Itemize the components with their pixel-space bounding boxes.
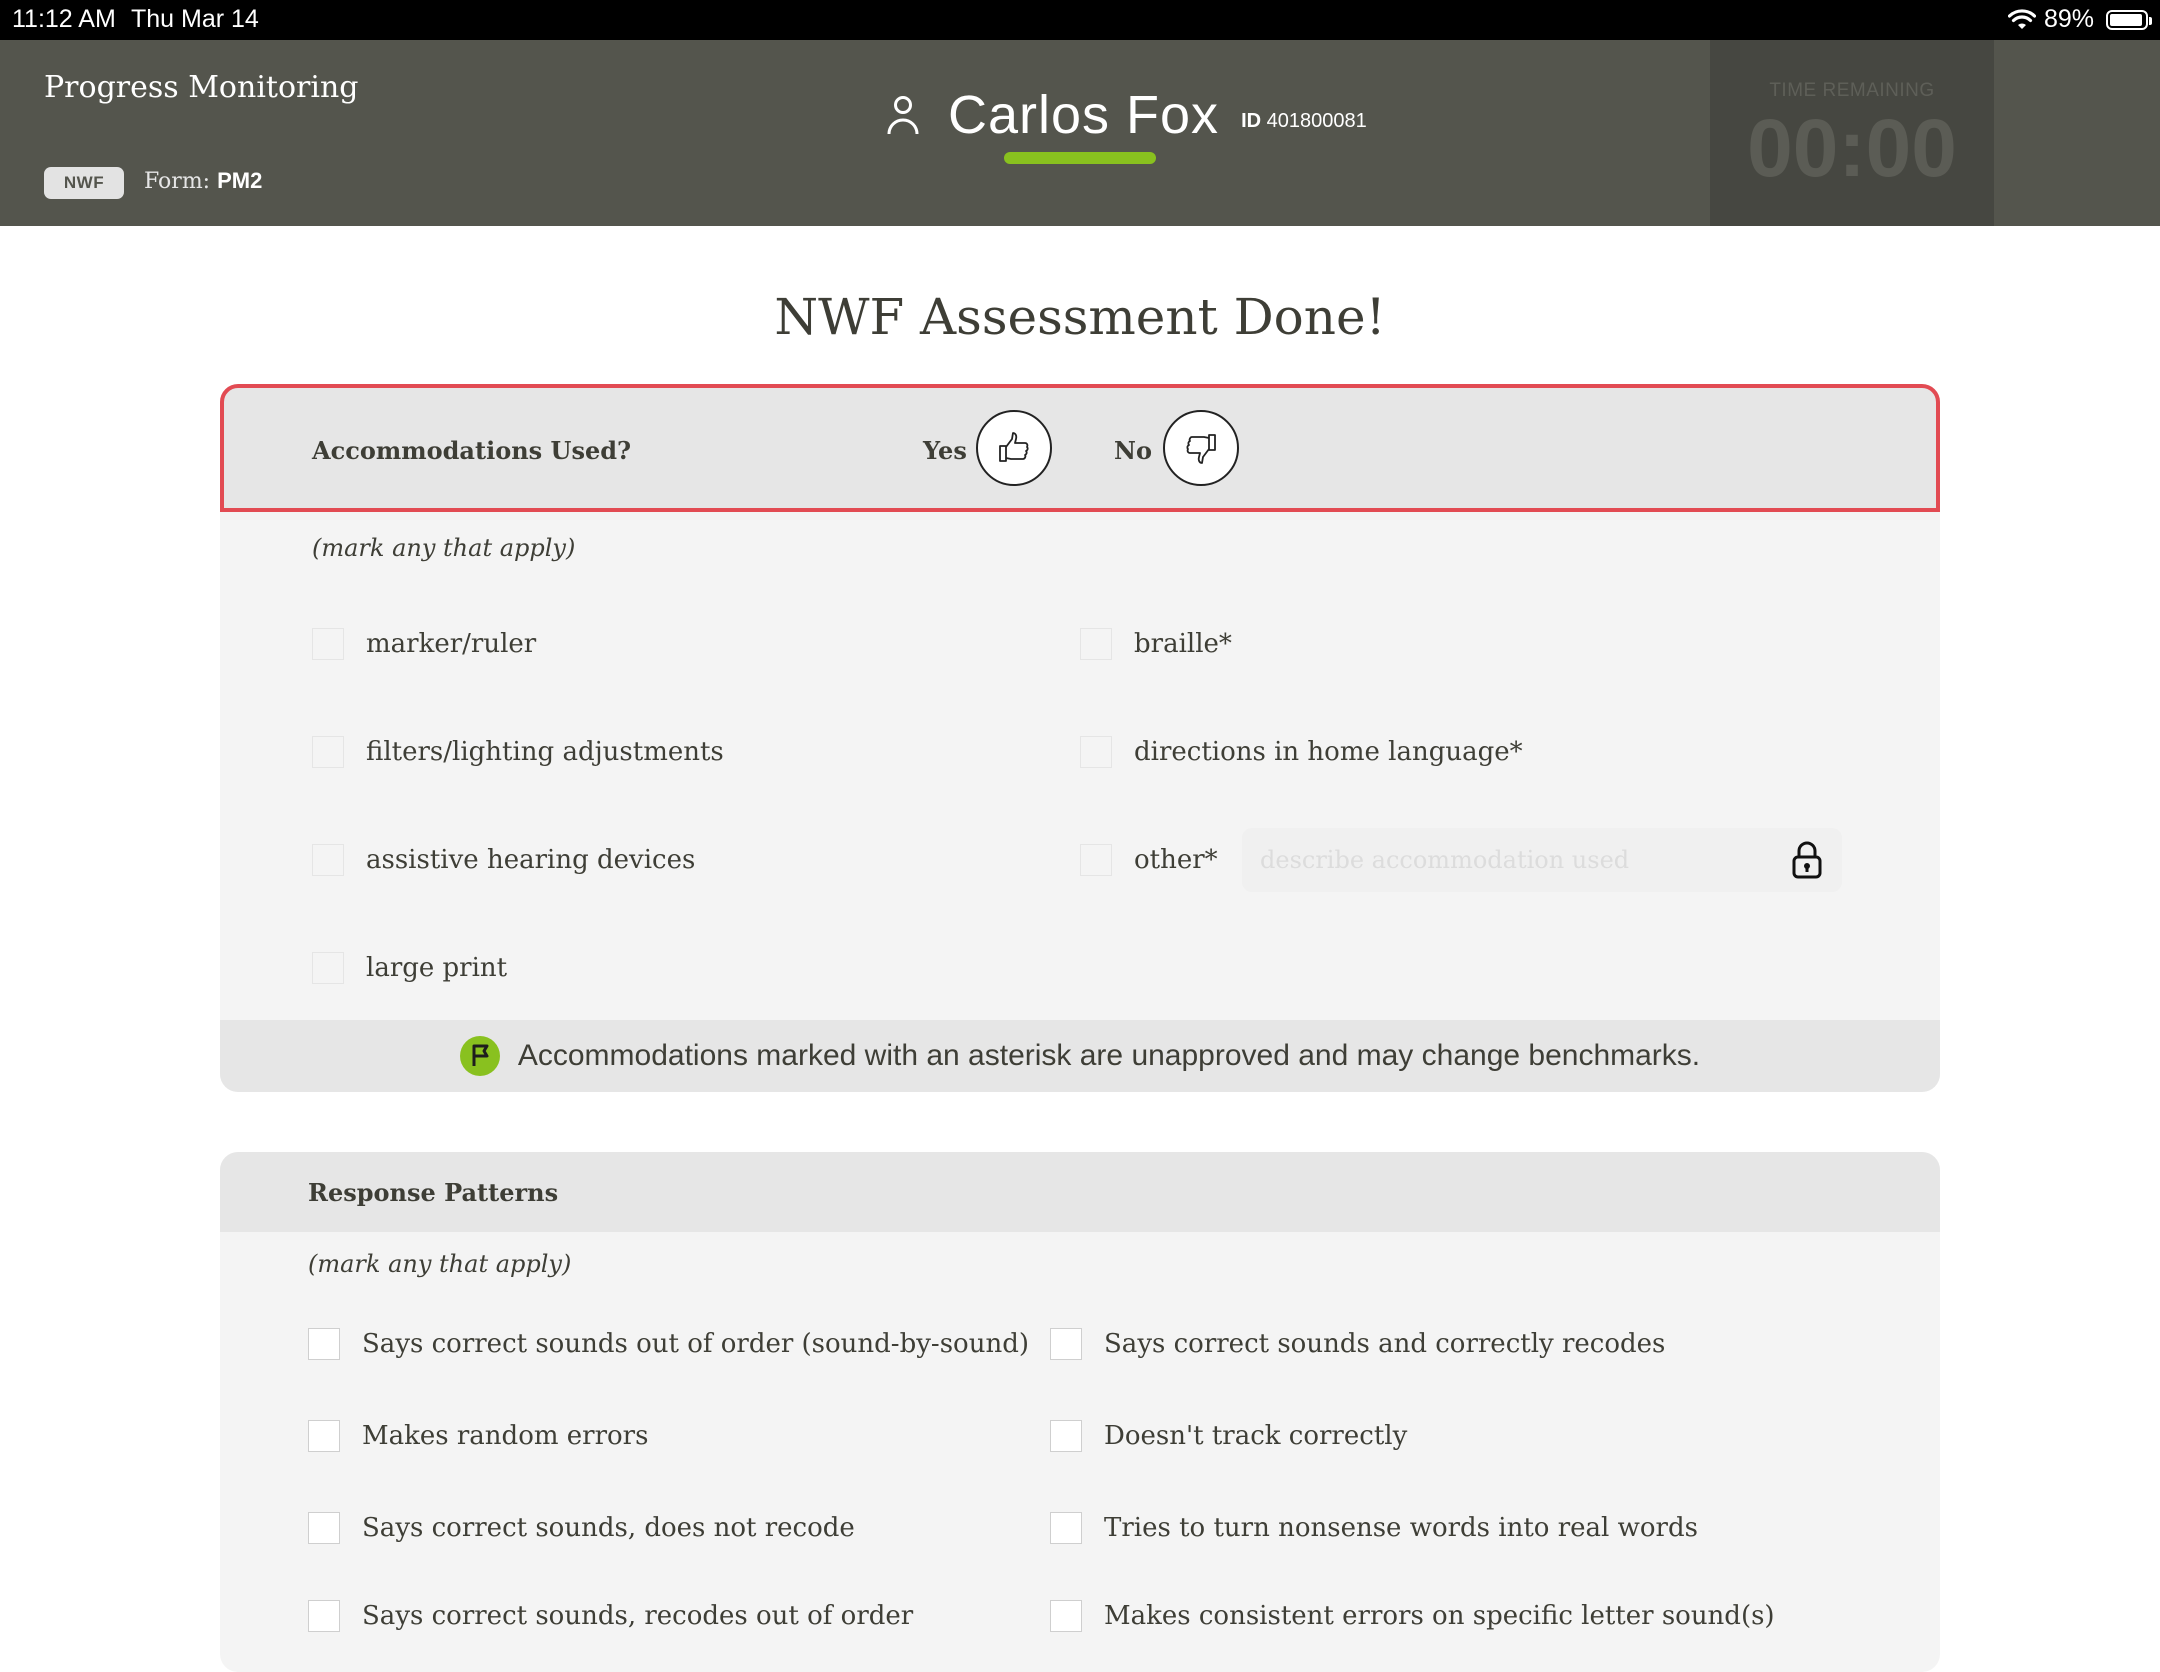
battery-icon <box>2106 10 2148 30</box>
option-label: braille* <box>1134 629 1232 659</box>
option-other[interactable] <box>1080 844 1218 876</box>
pattern-option[interactable] <box>1050 1512 1698 1544</box>
checkbox[interactable] <box>1050 1328 1082 1360</box>
pattern-option[interactable] <box>1050 1600 1775 1632</box>
response-patterns-title: Response Patterns <box>308 1178 559 1207</box>
checkbox[interactable] <box>1080 844 1112 876</box>
student-name-underline <box>1004 152 1156 164</box>
pattern-option[interactable] <box>308 1420 648 1452</box>
lock-icon <box>1790 840 1824 880</box>
pattern-option[interactable] <box>308 1512 855 1544</box>
checkbox[interactable] <box>312 736 344 768</box>
pattern-option[interactable] <box>308 1600 913 1632</box>
accommodations-header <box>220 384 1940 512</box>
accommodations-card <box>220 384 1940 1092</box>
yes-label: Yes <box>923 436 967 465</box>
pattern-option[interactable] <box>1050 1420 1407 1452</box>
no-button[interactable] <box>1163 410 1239 486</box>
measure-badge: NWF <box>44 167 124 199</box>
timer-value: 00:00 <box>1747 103 1957 194</box>
checkbox[interactable] <box>312 844 344 876</box>
status-bar <box>0 0 2160 40</box>
checkbox[interactable] <box>1080 736 1112 768</box>
form-value: PM2 <box>217 168 263 193</box>
checkbox[interactable] <box>308 1328 340 1360</box>
option-large-print[interactable] <box>312 952 507 984</box>
flag-icon <box>460 1036 500 1076</box>
student-info <box>884 84 1367 146</box>
person-icon <box>884 93 922 137</box>
asterisk-note <box>220 1020 1940 1092</box>
option-label: Makes random errors <box>362 1421 649 1451</box>
app-header <box>0 40 2160 226</box>
option-label: marker/ruler <box>366 629 537 659</box>
student-id-label: ID <box>1241 109 1262 132</box>
option-label: large print <box>366 953 508 983</box>
option-label: assistive hearing devices <box>366 845 696 875</box>
option-braille[interactable] <box>1080 628 1232 660</box>
option-filters-lighting[interactable] <box>312 736 724 768</box>
app-title: Progress Monitoring <box>44 70 359 105</box>
pattern-option[interactable] <box>308 1328 1029 1360</box>
status-date: Thu Mar 14 <box>131 5 259 33</box>
student-id-value: 401800081 <box>1266 109 1367 132</box>
form-label: Form: <box>144 169 211 194</box>
form-info <box>144 168 262 194</box>
option-label: Says correct sounds out of order (sound-by-sound) <box>362 1329 1029 1359</box>
other-description-input[interactable] <box>1260 838 1760 882</box>
accommodations-question: Accommodations Used? <box>312 436 632 465</box>
thumbs-down-icon <box>1183 430 1219 466</box>
option-label: Tries to turn nonsense words into real words <box>1104 1513 1698 1543</box>
option-hearing-devices[interactable] <box>312 844 695 876</box>
option-marker-ruler[interactable] <box>312 628 536 660</box>
yes-button[interactable] <box>976 410 1052 486</box>
option-home-language[interactable] <box>1080 736 1523 768</box>
option-label: filters/lighting adjustments <box>366 737 724 767</box>
page-title: NWF Assessment Done! <box>774 288 1386 346</box>
status-indicators <box>2008 5 2148 34</box>
option-label: Doesn't track correctly <box>1104 1421 1408 1451</box>
option-label: Says correct sounds, recodes out of order <box>362 1601 914 1631</box>
checkbox[interactable] <box>308 1600 340 1632</box>
option-label: Makes consistent errors on specific letter sound(s) <box>1104 1601 1775 1631</box>
checkbox[interactable] <box>1080 628 1112 660</box>
battery-percent: 89% <box>2043 5 2094 33</box>
timer <box>1710 40 1994 226</box>
checkbox[interactable] <box>308 1420 340 1452</box>
response-patterns-hint: (mark any that apply) <box>308 1250 572 1278</box>
checkbox[interactable] <box>312 952 344 984</box>
checkbox[interactable] <box>308 1512 340 1544</box>
checkbox[interactable] <box>1050 1420 1082 1452</box>
response-patterns-header <box>220 1152 1940 1232</box>
student-name: Carlos Fox <box>948 85 1220 145</box>
response-patterns-card <box>220 1152 1940 1672</box>
checkbox[interactable] <box>312 628 344 660</box>
checkbox[interactable] <box>1050 1600 1082 1632</box>
option-label: Says correct sounds, does not recode <box>362 1513 855 1543</box>
pattern-option[interactable] <box>1050 1328 1665 1360</box>
option-label: Says correct sounds and correctly recodes <box>1104 1329 1666 1359</box>
checkbox[interactable] <box>1050 1512 1082 1544</box>
option-label: directions in home language* <box>1134 737 1523 767</box>
no-label: No <box>1114 436 1152 465</box>
thumbs-up-icon <box>996 430 1032 466</box>
wifi-icon <box>2008 9 2036 31</box>
timer-label: TIME REMAINING <box>1769 80 1935 101</box>
student-id <box>1241 110 1367 133</box>
option-label: other* <box>1134 845 1218 875</box>
status-time: 11:12 AM <box>12 5 116 33</box>
other-description-field[interactable] <box>1242 828 1842 892</box>
accommodations-hint: (mark any that apply) <box>312 534 576 562</box>
asterisk-note-text: Accommodations marked with an asterisk are unapproved and may change benchmarks. <box>517 1039 1701 1072</box>
